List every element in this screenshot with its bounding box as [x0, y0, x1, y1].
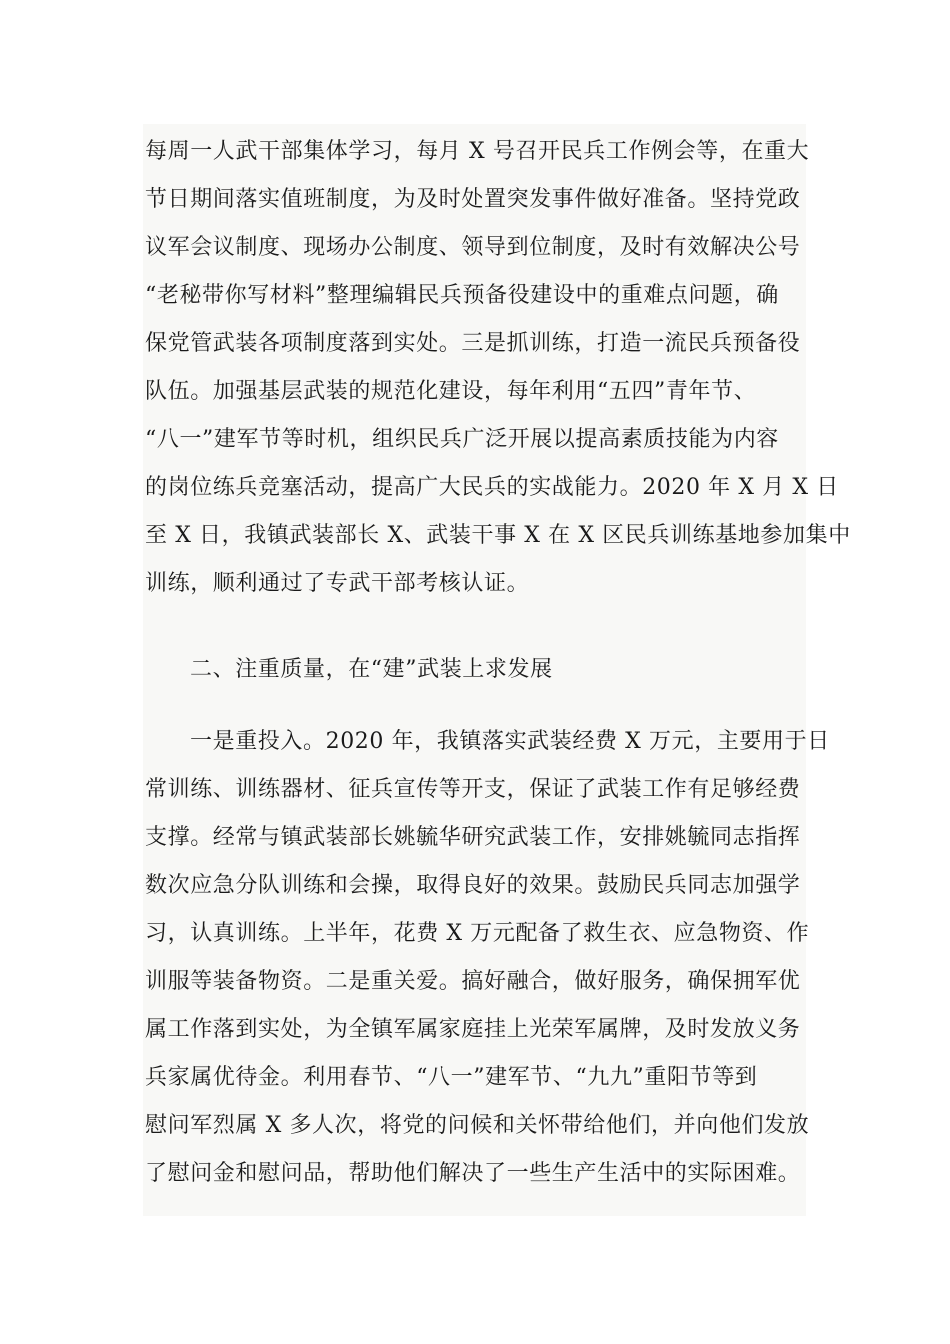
paragraph-line: 常训练、训练器材、征兵宣传等开支，保证了武装工作有足够经费: [145, 777, 801, 802]
paragraph-line: “老秘带你写材料”整理编辑民兵预备役建设中的重难点问题，确: [145, 283, 779, 308]
paragraph-line: 节日期间落实值班制度，为及时处置突发事件做好准备。坚持党政: [145, 187, 801, 212]
paragraph-line: 队伍。加强基层武装的规范化建设，每年利用“五四”青年节、: [145, 379, 757, 404]
paragraph-line: 至 X 日，我镇武装部长 X、武装干事 X 在 X 区民兵训练基地参加集中: [145, 523, 851, 548]
paragraph-line: 习，认真训练。上半年，花费 X 万元配备了救生衣、应急物资、作: [145, 921, 810, 946]
paragraph-line: 议军会议制度、现场办公制度、领导到位制度，及时有效解决公号: [145, 235, 801, 260]
paragraph-line: 慰问军烈属 X 多人次，将党的问候和关怀带给他们，并向他们发放: [145, 1113, 810, 1138]
paragraph-line: 兵家属优待金。利用春节、“八一”建军节、“九九”重阳节等到: [145, 1065, 758, 1090]
paragraph-line: 了慰问金和慰问品，帮助他们解决了一些生产生活中的实际困难。: [145, 1161, 801, 1186]
paragraph-line: 的岗位练兵竞塞活动，提高广大民兵的实战能力。2020 年 X 月 X 日: [145, 475, 839, 500]
paragraph-line: 训服等装备物资。二是重关爱。搞好融合，做好服务，确保拥军优: [145, 969, 801, 994]
paragraph-line: “八一”建军节等时机，组织民兵广泛开展以提高素质技能为内容: [145, 427, 779, 452]
paragraph-line: 属工作落到实处，为全镇军属家庭挂上光荣军属牌，及时发放义务: [145, 1017, 801, 1042]
paragraph-line: 一是重投入。2020 年，我镇落实武装经费 X 万元，主要用于日: [190, 729, 830, 754]
paragraph-line: 训练，顺利通过了专武干部考核认证。: [145, 571, 530, 596]
section-heading: 二、注重质量，在“建”武装上求发展: [190, 657, 553, 682]
paragraph-line: 每周一人武干部集体学习，每月 X 号召开民兵工作例会等，在重大: [145, 139, 810, 164]
paragraph-line: 保党管武装各项制度落到实处。三是抓训练，打造一流民兵预备役: [145, 331, 801, 356]
paragraph-line: 支撑。经常与镇武装部长姚毓华研究武装工作，安排姚毓同志指挥: [145, 825, 801, 850]
paragraph-line: 数次应急分队训练和会操，取得良好的效果。鼓励民兵同志加强学: [145, 873, 801, 898]
